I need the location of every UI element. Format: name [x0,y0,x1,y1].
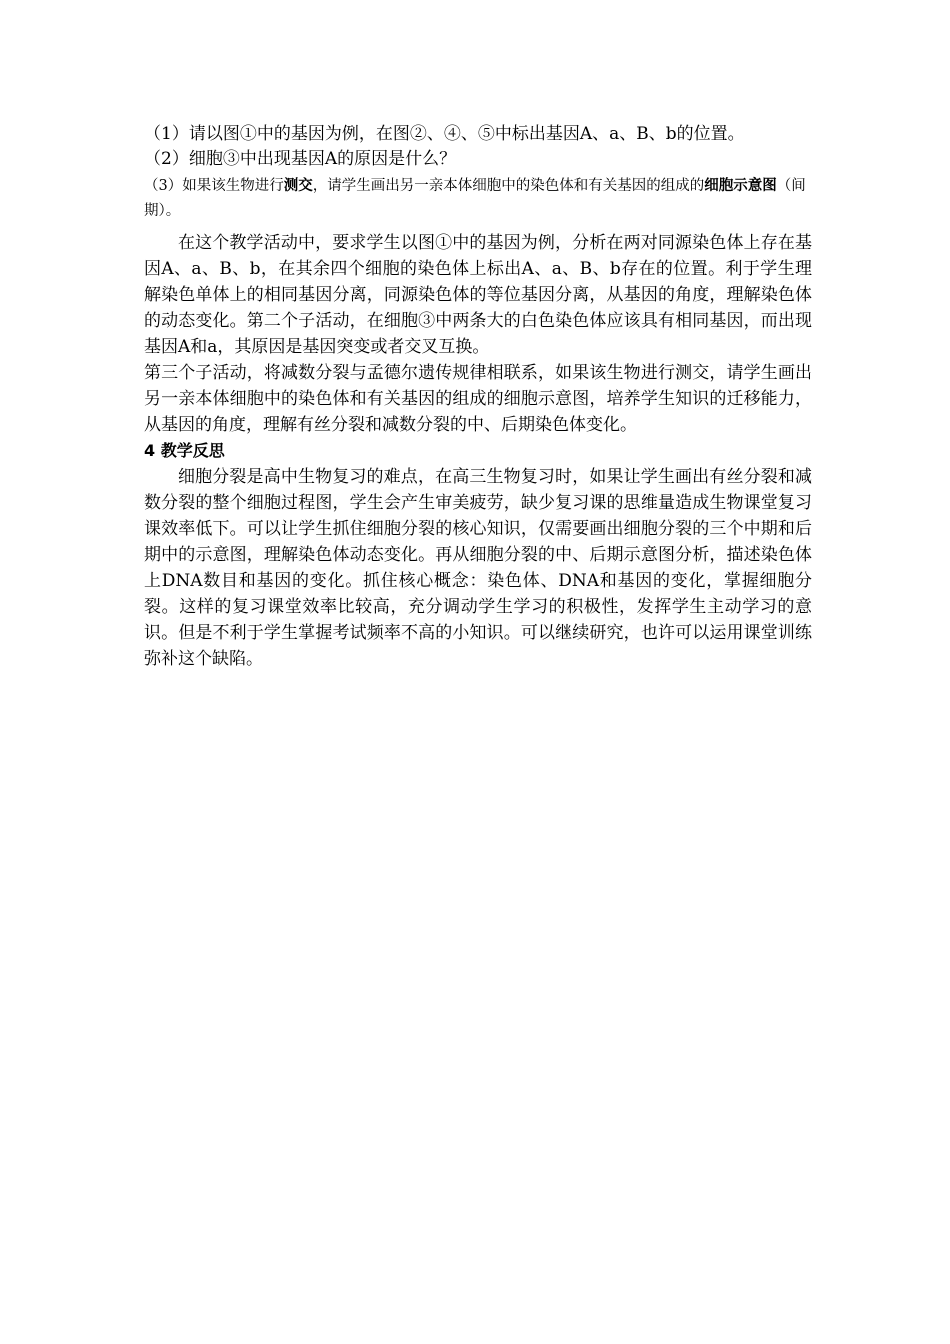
question-3-text-a: （3）如果该生物进行 [144,178,284,194]
paragraph-activity-analysis: 在这个教学活动中，要求学生以图①中的基因为例，分析在两对同源染色体上存在基因A、a、B、b，在其余四个细胞的染色体上标出A、a、B、b存在的位置。利于学生理解染色单体上的相同基因分离，同源染色体的等位基因分离，从基因的角度，理解染色体的动态变化。第二个子活动，在细胞③中两条大的白色染色体应该具有相同基因，而出现基因A和a，其原因是基因突变或者交叉互换。 [144,233,812,357]
question-3-text-b: ，请学生画出另一亲本体细胞中的染色体和有关基因的组成的 [312,178,705,194]
question-3 [144,174,812,224]
question-1: （1）请以图①中的基因为例，在图②、④、⑤中标出基因A、a、B、b的位置。 [144,124,745,144]
section-heading-reflection: 4 教学反思 [144,441,225,460]
question-2: （2）细胞③中出现基因A的原因是什么？ [144,149,457,169]
paragraph-reflection: 细胞分裂是高中生物复习的难点，在高三生物复习时，如果让学生画出有丝分裂和减数分裂的整个细胞过程图，学生会产生审美疲劳，缺少复习课的思维量造成生物课堂复习课效率低下。可以让学生抓住细胞分裂的核心知识，仅需要画出细胞分裂的三个中期和后期中的示意图，理解染色体动态变化。再从细胞分裂的中、后期示意图分析，描述染色体上DNA数目和基因的变化。抓住核心概念：染色体、DNA和基因的变化，掌握细胞分裂。这样的复习课堂效率比较高，充分调动学生学习的积极性，发挥学生主动学习的意识。但是不利于学生掌握考试频率不高的小知识。可以继续研究，也许可以运用课堂训练弥补这个缺陷。 [144,467,812,669]
paragraph-third-activity: 第三个子活动，将减数分裂与孟德尔遗传规律相联系，如果该生物进行测交，请学生画出另一亲本体细胞中的染色体和有关基因的组成的细胞示意图，培养学生知识的迁移能力，从基因的角度，理解有丝分裂和减数分裂的中、后期染色体变化。 [144,363,812,435]
question-3-bold-testcross: 测交 [283,178,313,194]
question-3-text-c: （间期）。 [144,178,806,219]
document-page [144,122,812,672]
question-3-bold-diagram: 细胞示意图 [704,178,777,194]
